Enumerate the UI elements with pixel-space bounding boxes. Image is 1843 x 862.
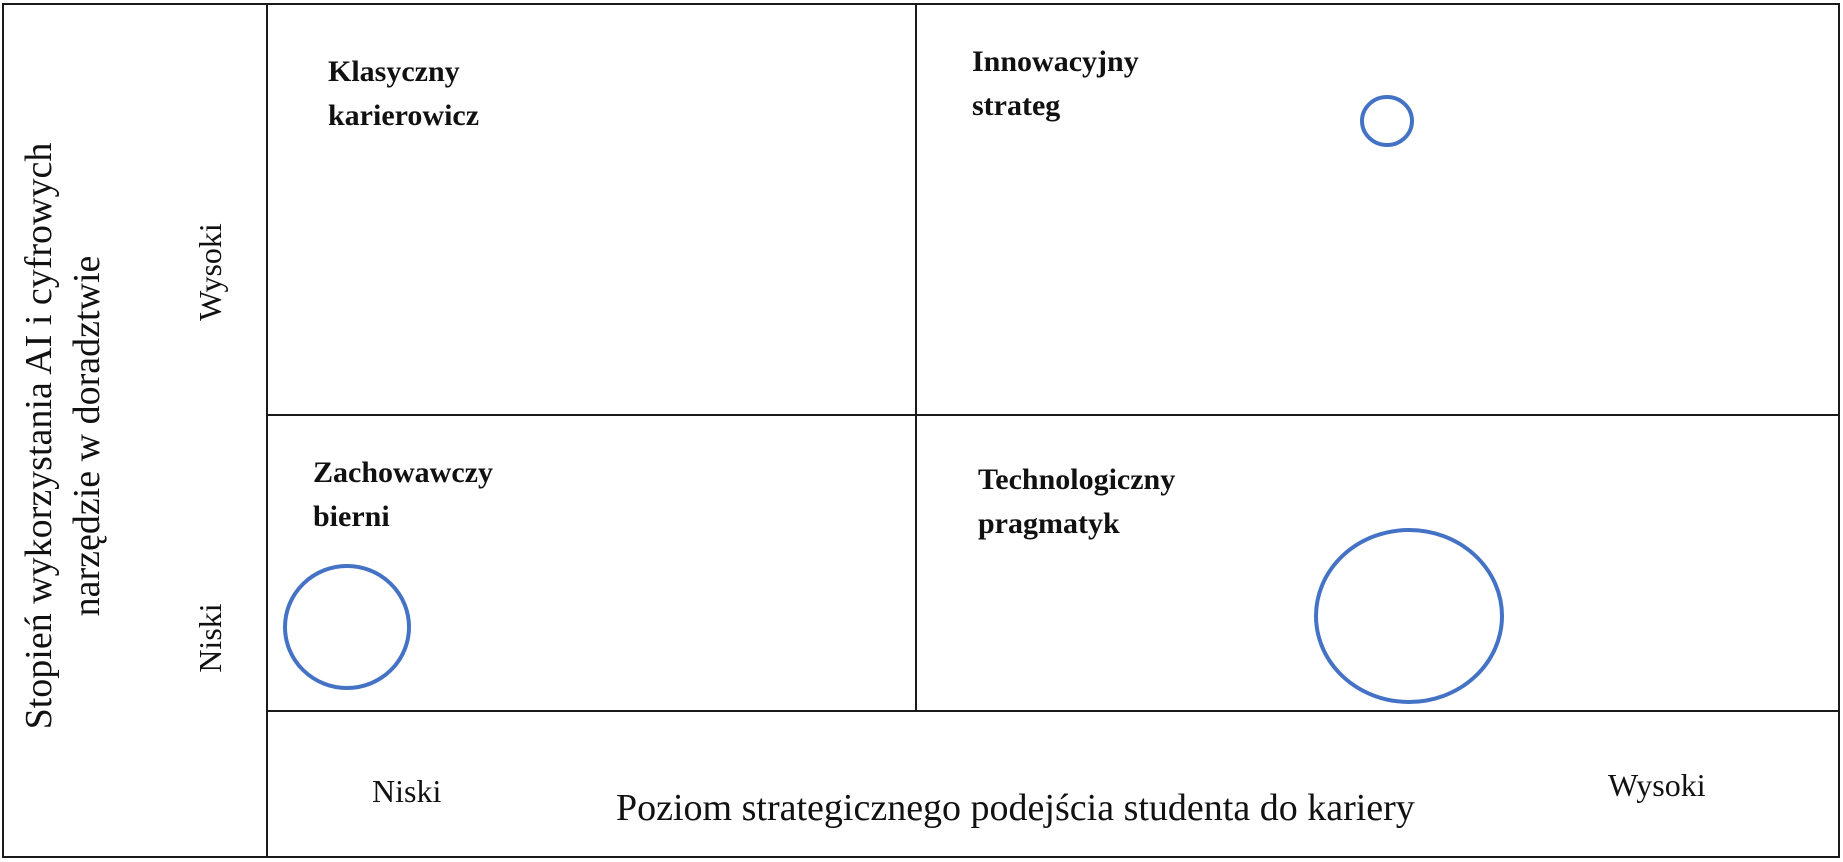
y-axis-low-label: Niski — [192, 603, 228, 673]
quadrant-label-zachowawczy-bierni: Zachowawczy bierni — [313, 456, 493, 533]
quadrant-horizontal-divider — [266, 414, 1840, 416]
quadrant-label-technologiczny-pragmatyk: Technologiczny pragmatyk — [978, 463, 1176, 540]
matrix-frame — [2, 3, 1840, 858]
quadrant-vertical-divider — [915, 3, 917, 712]
y-axis-high-label: Wysoki — [192, 223, 228, 321]
x-axis-title: Poziom strategicznego podejścia studenta do kariery — [616, 787, 1415, 829]
y-axis-separator — [266, 3, 268, 858]
x-axis-separator — [266, 710, 1840, 712]
quadrant-label-klasyczny-karierowicz: Klasyczny karierowicz — [328, 55, 480, 132]
quadrant-label-innowacyjny-strateg: Innowacyjny strateg — [972, 45, 1139, 122]
y-axis-title: Stopień wykorzystania AI i cyfrowych narzędzie w doradztwie — [18, 142, 108, 730]
x-axis-low-label: Niski — [372, 773, 442, 809]
x-axis-high-label: Wysoki — [1608, 767, 1706, 803]
